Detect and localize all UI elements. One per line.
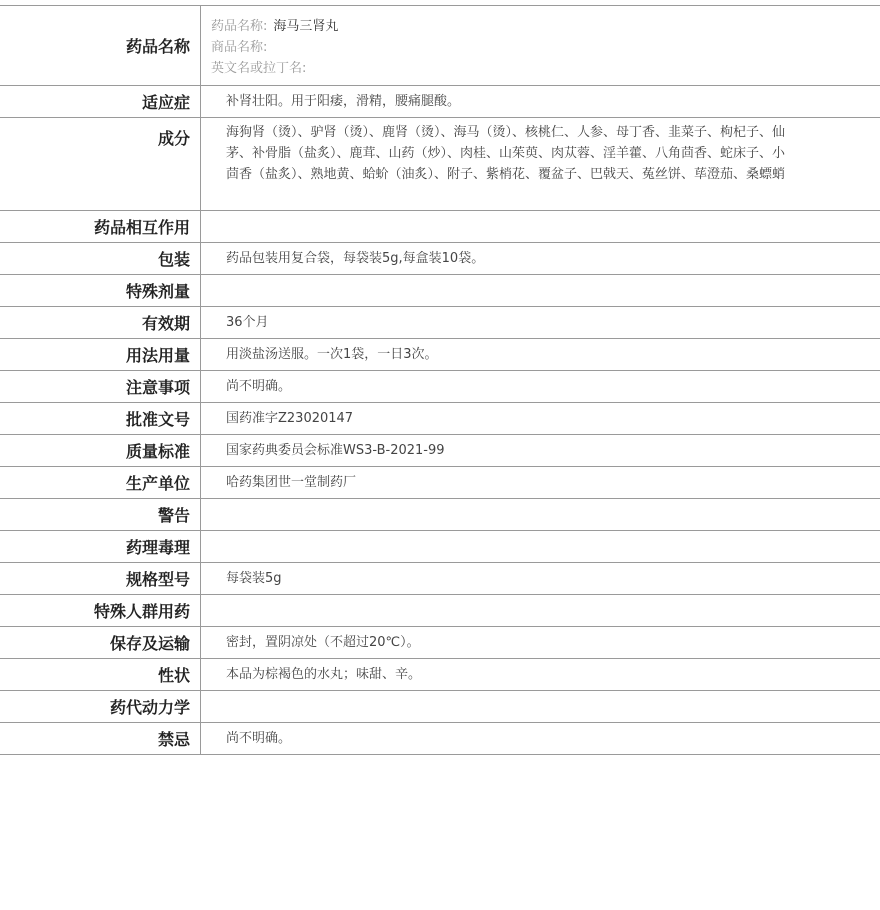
trade-name-line (211, 37, 880, 58)
table-row-indication (0, 86, 880, 118)
row-value-description: 本品为棕褐色的水丸；味甜、辛。 (226, 667, 422, 682)
table-row-special-dosage (0, 275, 880, 307)
row-label-interactions: 药品相互作用 (0, 211, 201, 243)
table-row-dosage (0, 339, 880, 371)
table-row-pharmacokinetics (0, 691, 880, 723)
table-row-storage (0, 627, 880, 659)
row-value-ingredients: 海狗肾（烫）、驴肾（烫）、鹿肾（烫）、海马（烫）、核桃仁、人参、母丁香、韭菜子、枸杞子、仙茅、补骨脂（盐炙）、鹿茸、山药（炒）、肉桂、山茱萸、肉苁蓉、淫羊藿、八角茴香、蛇床子、小茴香（盐炙）、熟地黄、蛤蚧（油炙）、附子、紫梢花、覆盆子、巴戟天、菟丝饼、荜澄茄、桑螵蛸 (226, 125, 786, 182)
table-row-description (0, 659, 880, 691)
latin-name-line (211, 58, 880, 79)
generic-name-value: 海马三肾丸 (273, 19, 339, 34)
row-label-indication: 适应症 (0, 86, 201, 118)
table-row-special-populations (0, 595, 880, 627)
row-label-description: 性状 (0, 659, 201, 691)
generic-name-label: 药品名称: (211, 19, 268, 34)
table-row-warning (0, 499, 880, 531)
row-label-storage: 保存及运输 (0, 627, 201, 659)
table-row-ingredients (0, 118, 880, 211)
table-row-manufacturer (0, 467, 880, 499)
row-value-interactions (201, 211, 880, 243)
row-label-drug-name: 药品名称 (0, 6, 201, 86)
table-row-approval-number (0, 403, 880, 435)
row-label-special-populations: 特殊人群用药 (0, 595, 201, 627)
row-label-special-dosage: 特殊剂量 (0, 275, 201, 307)
row-value-manufacturer: 哈药集团世一堂制药厂 (226, 475, 357, 490)
row-value-approval-number: 国药准字Z23020147 (226, 411, 354, 426)
row-value-shelf-life: 36个月 (226, 315, 269, 330)
row-value-contraindications: 尚不明确。 (226, 731, 292, 746)
row-label-contraindications: 禁忌 (0, 723, 201, 755)
generic-name-line (211, 16, 880, 37)
table-row-precautions (0, 371, 880, 403)
table-row-packaging (0, 243, 880, 275)
row-value-pharmacokinetics (201, 691, 880, 723)
drug-names-cell (201, 6, 880, 86)
row-value-dosage: 用淡盐汤送服。一次1袋，一日3次。 (226, 347, 438, 362)
table-row-pharmacology (0, 531, 880, 563)
row-label-quality-standard: 质量标准 (0, 435, 201, 467)
row-label-pharmacokinetics: 药代动力学 (0, 691, 201, 723)
row-value-precautions: 尚不明确。 (226, 379, 292, 394)
row-label-specification: 规格型号 (0, 563, 201, 595)
row-value-special-dosage (201, 275, 880, 307)
row-value-quality-standard: 国家药典委员会标准WS3-B-2021-99 (226, 443, 445, 458)
row-label-manufacturer: 生产单位 (0, 467, 201, 499)
row-value-pharmacology (201, 531, 880, 563)
row-label-ingredients: 成分 (0, 118, 201, 211)
row-value-specification: 每袋装5g (226, 571, 282, 586)
table-row-contraindications (0, 723, 880, 755)
table-row-drug-names (0, 6, 880, 86)
table-row-interactions (0, 211, 880, 243)
row-label-precautions: 注意事项 (0, 371, 201, 403)
row-label-shelf-life: 有效期 (0, 307, 201, 339)
latin-name-label: 英文名或拉丁名: (211, 61, 307, 76)
row-value-warning (201, 499, 880, 531)
trade-name-label: 商品名称: (211, 40, 268, 55)
row-value-indication: 补肾壮阳。用于阳痿，滑精，腰痛腿酸。 (226, 94, 461, 109)
table-row-specification (0, 563, 880, 595)
row-label-approval-number: 批准文号 (0, 403, 201, 435)
row-value-storage: 密封，置阴凉处（不超过20℃）。 (226, 635, 420, 650)
table-row-quality-standard (0, 435, 880, 467)
row-value-special-populations (201, 595, 880, 627)
table-row-shelf-life (0, 307, 880, 339)
row-value-packaging: 药品包装用复合袋，每袋装5g,每盒装10袋。 (226, 251, 485, 266)
drug-info-table (0, 5, 880, 755)
row-label-warning: 警告 (0, 499, 201, 531)
row-label-pharmacology: 药理毒理 (0, 531, 201, 563)
row-value-ingredients-cell (201, 118, 880, 211)
row-label-packaging: 包装 (0, 243, 201, 275)
row-label-dosage: 用法用量 (0, 339, 201, 371)
